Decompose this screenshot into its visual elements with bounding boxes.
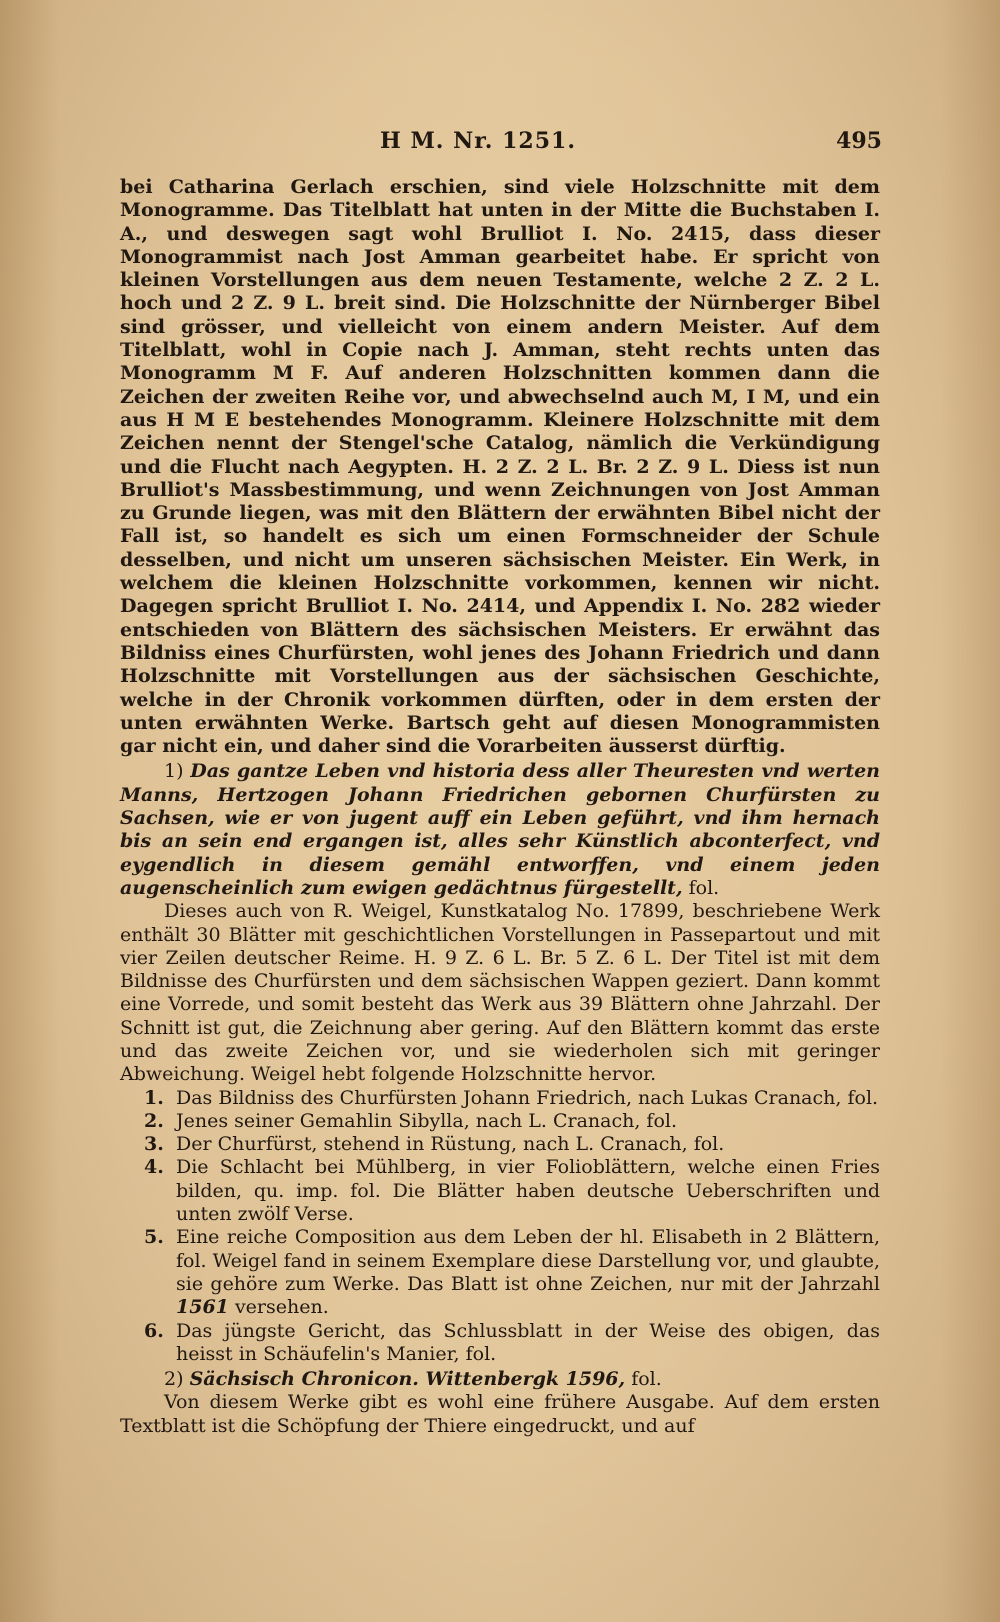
item-number: 5. — [144, 1226, 164, 1249]
entry-1-number: 1) — [164, 760, 184, 783]
item-number: 3. — [144, 1133, 164, 1156]
item-text: Das jüngste Gericht, das Schlussblatt in der Weise des obigen, das heisst in Schäufelin's Manier, fol. — [176, 1319, 880, 1365]
entry-2-heading — [120, 1368, 880, 1391]
intro-paragraph: bei Catharina Gerlach erschien, sind viele Holzschnitte mit dem Monogramme. Das Titelblatt hat unten in der Mitte die Buchstaben I. A., und deswegen sagt wohl Brulliot I. No. 2415, dass dieser Monogrammist nach Jost Amman gearbeitet habe. Er spricht von kleinen Vorstellungen aus dem neuen Testamente, welche 2 Z. 2 L. hoch und 2 Z. 9 L. breit sind. Die Holzschnitte der Nürnberger Bibel sind grösser, und vielleicht von einem andern Meister. Auf dem Titelblatt, wohl in Copie nach J. Amman, steht rechts unten das Monogramm M F. Auf anderen Holzschnitten kommen dann die Zeichen der zweiten Reihe vor, und abwechselnd auch M, I M, und ein aus H M E bestehendes Monogramm. Kleinere Holzschnitte mit dem Zeichen nennt der Stengel'sche Catalog, nämlich die Verkündigung und die Flucht nach Aegypten. H. 2 Z. 2 L. Br. 2 Z. 9 L. Diess ist nun Brulliot's Massbestimmung, und wenn Zeichnungen von Jost Amman zu Grunde liegen, was mit den Blättern der erwähnten Bibel nicht der Fall ist, so handelt es sich um einen Formschneider der Schule desselben, und nicht um unseren sächsischen Meister. Ein Werk, in welchem die kleinen Holzschnitte vorkommen, kennen wir nicht. Dagegen spricht Brulliot I. No. 2414, und Appendix I. No. 282 wieder entschieden von Blättern des sächsischen Meisters. Er erwähnt das Bildniss eines Churfürsten, wohl jenes des Johann Friedrich und dann Holzschnitte mit Vorstellungen aus der sächsischen Geschichte, welche in der Chronik vorkommen dürften, oder in dem ersten der unten erwähnten Werke. Bartsch geht auf diesen Monogrammisten gar nicht ein, und daher sind die Vorarbeiten äusserst dürftig. — [120, 176, 880, 758]
page-number: 495 — [836, 128, 882, 154]
item-text: Das Bildniss des Churfürsten Johann Friedrich, nach Lukas Cranach, fol. — [176, 1086, 879, 1109]
list-item — [120, 1156, 880, 1226]
item-text-end: versehen. — [234, 1296, 329, 1319]
item-number: 4. — [144, 1156, 164, 1179]
list-item — [120, 1320, 880, 1367]
list-item — [120, 1133, 880, 1156]
entry-2-number: 2) — [164, 1368, 184, 1391]
list-item — [120, 1087, 880, 1110]
entry-1-heading — [120, 760, 880, 900]
running-head: H M. Nr. 1251. — [380, 128, 577, 154]
entry-2-title: Sächsisch Chronicon. Wittenbergk 1596, — [189, 1368, 626, 1391]
entry-1-description: Dieses auch von R. Weigel, Kunstkatalog No. 17899, beschriebene Werk enthält 30 Blätter mit geschichtlichen Vorstellungen in Passepartout und mit vier Zeilen deutscher Reime. H. 9 Z. 6 L. Br. 5 Z. 6 L. Der Titel ist mit dem Bildnisse des Churfürsten und dem sächsischen Wappen geziert. Dann kommt eine Vorrede, und somit besteht das Werk aus 39 Blättern ohne Jahrzahl. Der Schnitt ist gut, die Zeichnung aber gering. Auf den Blättern kommt das erste und das zweite Zeichen vor, und sie wiederholen sich mit geringer Abweichung. Weigel hebt folgende Holzschnitte hervor. — [120, 900, 880, 1086]
body-text — [120, 176, 880, 1438]
item-number: 1. — [144, 1086, 164, 1109]
works-list — [120, 1087, 880, 1367]
entry-1-title: Das gantze Leben vnd historia dess aller Theuresten vnd werten Manns, Hertzogen Johann Friedrichen gebornen Churfürsten zu Sachsen, wie er von jugent auff ein Leben geführt, vnd ihm hernach bis an sein end ergangen ist, alles sehr Künstlich abconterfect, vnd eygendlich in diesem gemähl entworffen, vnd einem jeden augenscheinlich zum ewigen gedächtnus fürgestellt, — [120, 760, 880, 899]
item-number: 2. — [144, 1109, 164, 1132]
item-text: Die Schlacht bei Mühlberg, in vier Folioblättern, welche einen Fries bilden, qu. imp. fol. Die Blätter haben deutsche Ueberschriften und unten zwölf Verse. — [176, 1156, 880, 1226]
page-header — [120, 128, 880, 162]
item-text: Der Churfürst, stehend in Rüstung, nach L. Cranach, fol. — [176, 1133, 725, 1156]
entry-2-format: fol. — [631, 1368, 662, 1391]
entry-1-format: fol. — [688, 876, 720, 899]
item-text: Jenes seiner Gemahlin Sibylla, nach L. Cranach, fol. — [176, 1109, 678, 1132]
item-year: 1561 — [176, 1296, 229, 1319]
item-number: 6. — [144, 1319, 164, 1342]
list-item — [120, 1110, 880, 1133]
list-item — [120, 1226, 880, 1319]
entry-2-description: Von diesem Werke gibt es wohl eine frühere Ausgabe. Auf dem ersten Textblatt ist die Schöpfung der Thiere eingedruckt, und auf — [120, 1391, 880, 1437]
item-text: Eine reiche Composition aus dem Leben der hl. Elisabeth in 2 Blättern, fol. Weigel fand in seinem Exemplare diese Darstellung vor, und glaubte, sie gehöre zum Werke. Das Blatt ist ohne Zeichen, nur mit der Jahrzahl — [176, 1226, 880, 1295]
